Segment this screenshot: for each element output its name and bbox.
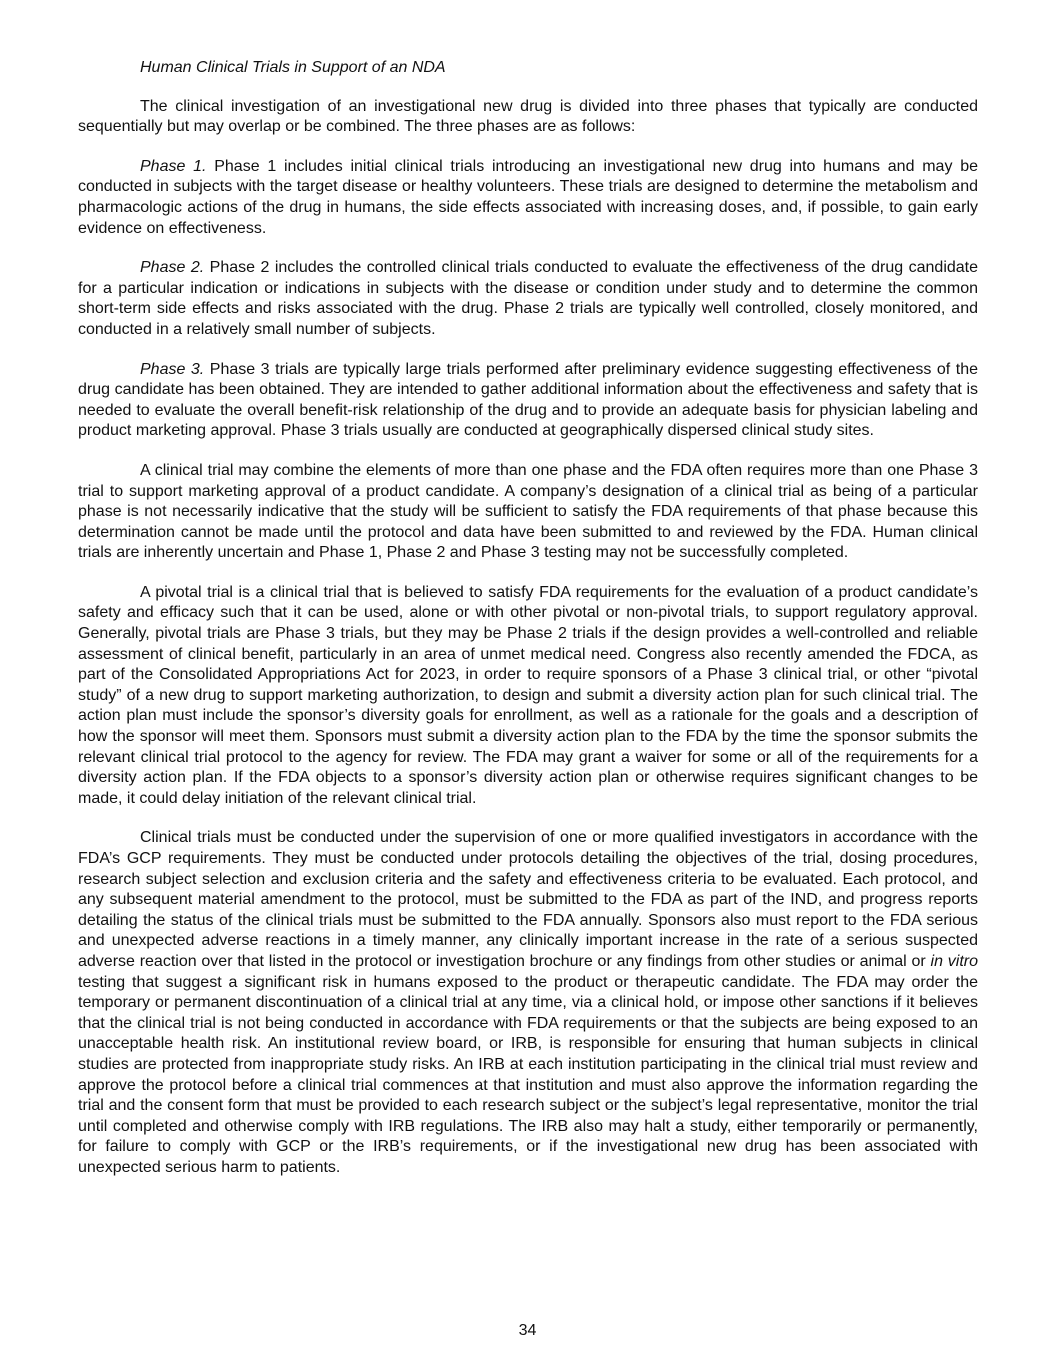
in-vitro-term: in vitro (930, 952, 978, 970)
phase-2-text: Phase 2 includes the controlled clinical trials conducted to evaluate the effectiveness of the drug candidate for a particular indication or indications in subjects with the disease or condition under study and to determine the common short-term side effects and risks associated with the drug. Phase 2 trials are typically well controlled, closely monitored, and conducted in a relatively small number of subjects. (78, 259, 979, 338)
phase-3-lead: Phase 3. (140, 360, 205, 378)
supervision-text-b: testing that suggest a significant risk in humans exposed to the product or therapeutic candidate. The FDA may order the temporary or permanent discontinuation of a clinical trial at any time, via a clinical hold, or impose other sanctions if it believes that the clinical trial is not being conducted in accordance with FDA requirements or that the subjects are being exposed to an unacceptable health risk. An institutional review board, or IRB, is responsible for ensuring that human subjects in clinical studies are protected from inappropriate study risks. An IRB at each institution participating in the clinical trial must review and approve the protocol before a clinical trial commences at that institution and must also approve the information regarding the trial and the consent form that must be provided to each research subject or the subject’s legal representative, monitor the trial until completed and otherwise comply with IRB regulations. The IRB also may halt a study, either temporarily or permanently, for failure to comply with GCP or the IRB’s requirements, or if the investigational new drug has been associated with unexpected serious harm to patients. (78, 973, 978, 1176)
supervision-text-a: Clinical trials must be conducted under the supervision of one or more qualified investigators in accordance with the FDA’s GCP requirements. They must be conducted under protocols detailing the objectives of the trial, dosing procedures, research subject selection and exclusion criteria and the safety and effectiveness criteria to be evaluated. Each protocol, and any subsequent material amendment to the protocol, must be submitted to the FDA as part of the IND, and progress reports detailing the status of the clinical trials must be submitted to the FDA annually. Sponsors also must report to the FDA serious and unexpected adverse reactions in a timely manner, any clinically important increase in the rate of a serious suspected adverse reaction over that listed in the protocol or investigation brochure or any findings from other studies or animal or (78, 829, 978, 970)
phase-2-paragraph (78, 258, 978, 340)
document-page (78, 58, 978, 1179)
phase-3-paragraph (78, 360, 978, 442)
phase-1-paragraph (78, 157, 978, 239)
pivotal-trial-paragraph: A pivotal trial is a clinical trial that is believed to satisfy FDA requirements for the evaluation of a product candidate’s safety and efficacy such that it can be used, alone or with other pivotal or non-pivotal trials, to support regulatory approval. Generally, pivotal trials are Phase 3 trials, but they may be Phase 2 trials if the design provides a well-controlled and reliable assessment of clinical benefit, particularly in an area of unmet medical need. Congress also recently amended the FDCA, as part of the Consolidated Appropriations Act for 2023, in order to require sponsors of a Phase 3 clinical trial, or other “pivotal study” of a new drug to support marketing authorization, to design and submit a diversity action plan for such clinical trial. The action plan must include the sponsor’s diversity goals for enrollment, as well as a rationale for the goals and a description of how the sponsor will meet them. Sponsors must submit a diversity action plan to the FDA by the time the sponsor submits the relevant clinical trial protocol to the agency for review. The FDA may grant a waiver for some or all of the requirements for a diversity action plan. If the FDA objects to a sponsor’s diversity action plan or otherwise requires significant changes to be made, it could delay initiation of the relevant clinical trial. (78, 583, 978, 807)
phase-1-lead: Phase 1. (140, 157, 207, 175)
supervision-paragraph (78, 828, 978, 1178)
intro-paragraph: The clinical investigation of an investigational new drug is divided into three phases that typically are conducted sequentially but may overlap or be combined. The three phases are as follows: (78, 97, 978, 136)
page-number: 34 (518, 1322, 537, 1339)
phase-2-lead: Phase 2. (140, 259, 205, 277)
section-heading: Human Clinical Trials in Support of an NDA (140, 59, 446, 76)
phase-3-text: Phase 3 trials are typically large trials performed after preliminary evidence suggesting effectiveness of the drug candidate has been obtained. They are intended to gather additional information about the effectiveness and safety that is needed to evaluate the overall benefit-risk relationship of the drug and to provide an adequate basis for physician labeling and product marketing approval. Phase 3 trials usually are conducted at geographically dispersed clinical study sites. (78, 360, 978, 440)
combine-phases-paragraph: A clinical trial may combine the elements of more than one phase and the FDA often requires more than one Phase 3 trial to support marketing approval of a product candidate. A company’s designation of a clinical trial as being of a particular phase is not necessarily indicative that the study will be sufficient to satisfy the FDA requirements of that phase because this determination cannot be made until the protocol and data have been submitted to and reviewed by the FDA. Human clinical trials are inherently uncertain and Phase 1, Phase 2 and Phase 3 testing may not be successfully completed. (78, 461, 978, 562)
phase-1-text: Phase 1 includes initial clinical trials introducing an investigational new drug into humans and may be conducted in subjects with the target disease or healthy volunteers. These trials are designed to determine the metabolism and pharmacologic actions of the drug in humans, the side effects associated with increasing doses, and, if possible, to gain early evidence on effectiveness. (78, 157, 978, 237)
